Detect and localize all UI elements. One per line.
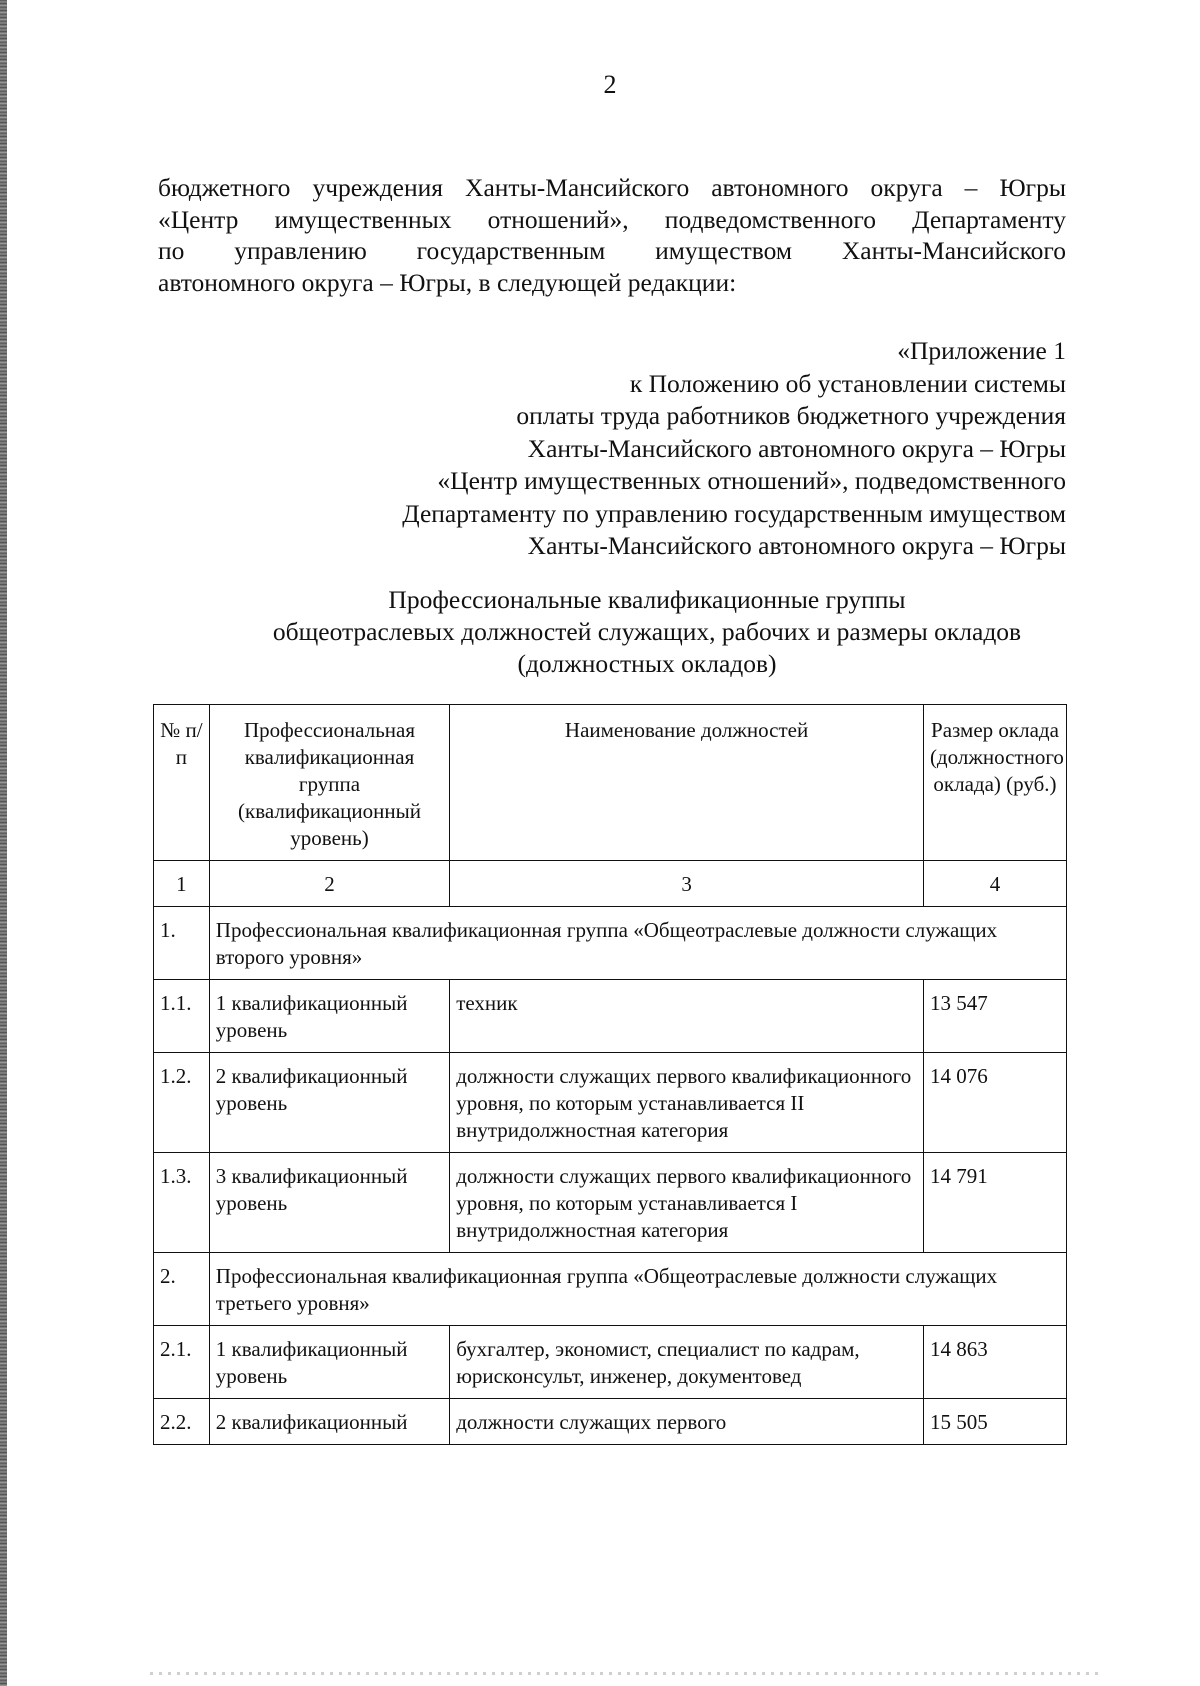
- salary-value: 13 547: [923, 980, 1066, 1053]
- column-number: 3: [450, 861, 924, 907]
- salary-value: 14 076: [923, 1053, 1066, 1153]
- title-line: Профессиональные квалификационные группы: [388, 585, 906, 614]
- row-num: 1.1.: [154, 980, 210, 1053]
- header-num: № п/п: [154, 705, 210, 861]
- qualification-level: 3 квалификационный уровень: [209, 1153, 449, 1253]
- salary-value: 14 863: [923, 1326, 1066, 1399]
- salary-table: [153, 704, 1067, 1445]
- intro-paragraph: [158, 172, 1066, 298]
- qualification-level: 1 квалификационный уровень: [209, 980, 449, 1053]
- appendix-line: «Приложение 1: [897, 336, 1066, 365]
- page-number: 2: [603, 70, 617, 99]
- table-row: [154, 980, 1067, 1053]
- row-num: 2.2.: [154, 1399, 210, 1445]
- column-number: 1: [154, 861, 210, 907]
- title-line: (должностных окладов): [517, 649, 777, 678]
- position-title: должности служащих первого: [450, 1399, 924, 1445]
- document-title: [236, 584, 1058, 680]
- row-num: 1.3.: [154, 1153, 210, 1253]
- column-number: 4: [923, 861, 1066, 907]
- appendix-line: оплаты труда работников бюджетного учреждения: [516, 401, 1066, 430]
- intro-line: автономного округа – Югры, в следующей редакции:: [158, 267, 737, 297]
- header-salary: Размер оклада (должностного оклада) (руб.): [923, 705, 1066, 861]
- group-row: [154, 1253, 1067, 1326]
- qualification-level: 2 квалификационный уровень: [209, 1053, 449, 1153]
- position-title: должности служащих первого квалификационного уровня, по которым устанавливается I внутридолжностная категория: [450, 1153, 924, 1253]
- appendix-line: «Центр имущественных отношений», подведомственного: [437, 466, 1066, 495]
- position-title: техник: [450, 980, 924, 1053]
- appendix-line: Ханты-Мансийского автономного округа – Югры: [527, 433, 1066, 463]
- scan-noise: [150, 1672, 1100, 1675]
- salary-value: 15 505: [923, 1399, 1066, 1445]
- row-num: 1.: [154, 907, 210, 980]
- appendix-line: Департаменту по управлению государственным имуществом: [402, 498, 1066, 528]
- scan-edge-artifact: [0, 0, 7, 1686]
- row-num: 2.: [154, 1253, 210, 1326]
- header-group: Профессиональная квалификационная группа (квалификационный уровень): [209, 705, 449, 861]
- intro-line: «Центр имущественных отношений», подведомственного Департаменту: [158, 204, 1066, 234]
- header-title: Наименование должностей: [450, 705, 924, 861]
- qualification-level: 2 квалификационный: [209, 1399, 449, 1445]
- appendix-line: Ханты-Мансийского автономного округа – Югры: [527, 531, 1066, 560]
- appendix-line: к Положению об установлении системы: [629, 368, 1066, 398]
- position-title: бухгалтер, экономист, специалист по кадрам, юрисконсульт, инженер, документовед: [450, 1326, 924, 1399]
- table-row: [154, 1326, 1067, 1399]
- group-name: Профессиональная квалификационная группа «Общеотраслевые должности служащих второго уровня»: [209, 907, 1066, 980]
- intro-line: бюджетного учреждения Ханты-Мансийского автономного округа – Югры: [158, 173, 1066, 202]
- title-line: общеотраслевых должностей служащих, рабочих и размеры окладов: [272, 617, 1022, 646]
- table-row: [154, 1153, 1067, 1253]
- column-number: 2: [209, 861, 449, 907]
- appendix-heading: [402, 335, 1066, 563]
- salary-value: 14 791: [923, 1153, 1066, 1253]
- group-name: Профессиональная квалификационная группа «Общеотраслевые должности служащих третьего уровня»: [209, 1253, 1066, 1326]
- table-row: [154, 1053, 1067, 1153]
- row-num: 1.2.: [154, 1053, 210, 1153]
- position-title: должности служащих первого квалификационного уровня, по которым устанавливается II внутридолжностная категория: [450, 1053, 924, 1153]
- table-header-row: [154, 705, 1067, 861]
- table-row: [154, 1399, 1067, 1445]
- row-num: 2.1.: [154, 1326, 210, 1399]
- intro-line: по управлению государственным имуществом Ханты-Мансийского: [158, 236, 1066, 265]
- group-row: [154, 907, 1067, 980]
- column-number-row: [154, 861, 1067, 907]
- qualification-level: 1 квалификационный уровень: [209, 1326, 449, 1399]
